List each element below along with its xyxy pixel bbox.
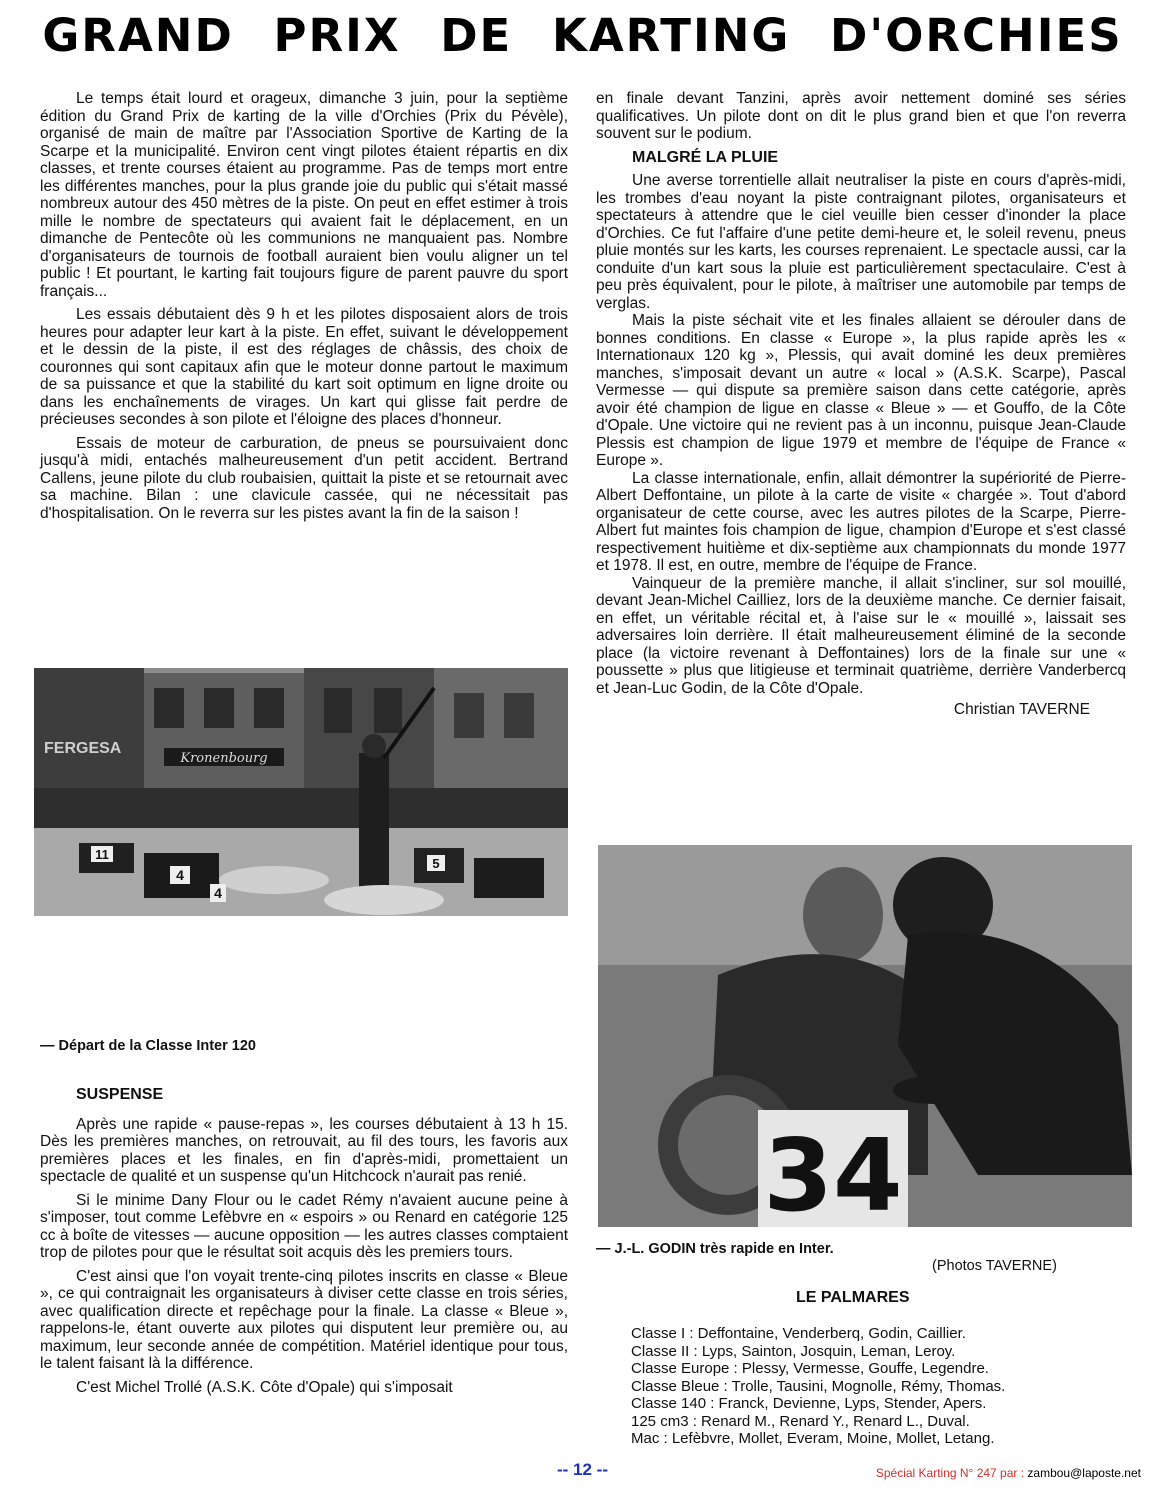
paragraph: C'est ainsi que l'on voyait trente-cinq pilotes inscrits en classe « Bleue », ce qui contraignait les organisateurs à diviser cette classe en trois séries, avec qualification directe et repêchage pour la finale. La classe « Bleue », rappelons-le, étant ouverte aux pilotes qui disputent leur première ou, au maximum, leur seconde année de compétition. Matériel identique pour tous, le talent faisant là la différence. <box>40 1267 568 1372</box>
section-heading: SUSPENSE <box>76 1086 164 1103</box>
godin-photo-image <box>598 845 1132 1227</box>
paragraph: Après une rapide « pause-repas », les courses débutaient à 13 h 15. Dès les premières manches, on retrouvait, au fil des tours, les favoris aux premières places et les finales, en fin d'après-midi, promettaient un spectacle de qualité et un suspense qu'un Hitchcock n'aurait pas renié. <box>40 1115 568 1185</box>
palmares-line: Classe Bleue : Trolle, Tausini, Mognolle, Rémy, Thomas. <box>631 1377 1006 1395</box>
godin-photo <box>598 845 1132 1227</box>
kart-number: 4 <box>214 885 222 901</box>
footer-email[interactable]: zambou@laposte.net <box>1027 1466 1141 1480</box>
kart-number: 5 <box>432 856 440 871</box>
footer-credit <box>876 1466 1141 1480</box>
suspense-section <box>40 1086 568 1396</box>
paragraph: La classe internationale, enfin, allait démontrer la supériorité de Pierre-Albert Deffontaine, un pilote à la carte de visite « chargée ». Tout d'abord organisateur de cette course, avec les autres pilotes de la Scarpe, Pierre-Albert fut maintes fois champion de ligue, champion d'Europe et s'est classé respectivement huitième et dix-septième aux championnats du monde 1977 et 1978. Il est, en outre, membre de l'équipe de France. <box>596 469 1126 574</box>
palmares-line: Classe 140 : Franck, Devienne, Lyps, Stender, Apers. <box>631 1395 987 1412</box>
right-column <box>596 90 1126 719</box>
paragraph: Une averse torrentielle allait neutraliser la piste en cours d'après-midi, les trombes d'eau noyant la piste contraignant pilotes, organisateurs et spectateurs à attendre que le ciel veuille bien cesser d'inonder la place d'Orchies. Ce fut l'affaire d'une petite demi-heure et, le soleil revenu, pneus pluie montés sur les karts, les courses reprenaient. Le spectacle aussi, car la conduite d'un kart sous la pluie est particulièrement spectaculaire. C'est à peu près équivalent, pour le pilote, à maîtriser une automobile par temps de verglas. <box>596 172 1126 312</box>
page-title: GRAND PRIX DE KARTING D'ORCHIES <box>42 9 1123 62</box>
photo-caption: — J.-L. GODIN très rapide en Inter. <box>596 1241 834 1257</box>
author-signature: Christian TAVERNE <box>953 701 1090 718</box>
footer-label: Spécial Karting N° 247 par : <box>875 1466 1025 1480</box>
kart-number-34: 34 <box>763 1117 903 1227</box>
paragraph: C'est Michel Trollé (A.S.K. Côte d'Opale) qui s'imposait <box>76 1378 453 1396</box>
page-number: -- 12 -- <box>557 1460 608 1479</box>
palmares-line: Mac : Lefèbvre, Mollet, Everam, Moine, Mollet, Letang. <box>631 1430 995 1447</box>
paragraph: Si le minime Dany Flour ou le cadet Rémy n'avaient aucune peine à s'imposer, tout comme Lefèbvre en « espoirs » ou Renard en catégorie 125 cc à boîte de vitesses — aucune opposition — les autres classes comptaient trop de pilotes pour que le résultat soit acquis dès les premiers tours. <box>40 1191 568 1261</box>
paragraph: Essais de moteur de carburation, de pneus se poursuivaient donc jusqu'à midi, entachés malheureusement d'un petit accident. Bertrand Callens, jeune pilote du club roubaisien, quittait la piste et se retournait avec sa machine. Bilan : une clavicule cassée, qui ne nécessitait pas d'hospitalisation. On le reverra sur les pistes avant la fin de la saison ! <box>40 434 568 522</box>
race-start-photo <box>34 668 568 916</box>
section-heading: MALGRÉ LA PLUIE <box>632 148 779 166</box>
paragraph: Le temps était lourd et orageux, dimanche 3 juin, pour la septième édition du Grand Prix de karting de la ville d'Orchies (Prix du Pévèle), organisé de main de maître par l'Association Sportive de Karting de la Scarpe et la municipalité. Environ cent vingt pilotes étaient répartis en dix classes, et trente courses étaient au programme. Pas de temps mort entre les différentes manches, pour la plus grande joie du public qui s'était massé nombreux autour des 450 mètres de la piste. On peut en effet estimer à trois mille le nombre de spectateurs qui avaient fait le déplacement, en un dimanche de Pentecôte où les communions ne manquaient pas. Nombre d'organisateurs de tournois de football auraient bien voulu aligner un tel public ! Et pourtant, le karting fait toujours figure de parent pauvre du sport français... <box>40 90 568 300</box>
intro-column <box>40 90 568 528</box>
paragraph: Les essais débutaient dès 9 h et les pilotes disposaient alors de trois heures pour adapter leur kart à la piste. En effet, suivant le développement et le dessin de la piste, il est des réglages de châssis, des choix de couronnes qui sont capitaux afin que le moteur donne partout le maximum de sa puissance et que la stabilité du kart soit optimum en ligne droite ou dans les enchaînements de virages. Un kart qui glisse fait perdre de précieuses secondes à son pilote et l'éloigne des places d'honneur. <box>40 306 568 428</box>
palmares-heading: LE PALMARES <box>796 1289 910 1306</box>
palmares-line: Classe Europe : Plessy, Vermesse, Gouffe, Legendre. <box>631 1360 989 1377</box>
paragraph: en finale devant Tanzini, après avoir nettement dominé ses séries qualificatives. Un pilote dont on dit le plus grand bien et que l'on reverra souvent sur le podium. <box>596 90 1126 142</box>
paragraph: Vainqueur de la première manche, il allait s'incliner, sur sol mouillé, devant Jean-Michel Cailliez, lors de la deuxième manche. Ce dernier faisait, en effet, un véritable récital et, à l'aise sur le « mouillé », laissait ses adversaires loin derrière. Il était malheureusement éliminé de la seconde place (la victoire revenant à Deffontaines) lors de la finale sur une « poussette » plus que litigieuse et terminait quatrième, derrière Vanderbercq et Jean-Luc Godin, de la Côte d'Opale. <box>596 574 1126 697</box>
kart-number: 11 <box>95 847 109 862</box>
palmares-line: Classe I : Deffontaine, Venderberq, Godin, Caillier. <box>631 1325 966 1342</box>
kart-number: 4 <box>176 867 184 883</box>
palmares-line: Classe II : Lyps, Sainton, Josquin, Leman, Leroy. <box>631 1342 956 1360</box>
kronenbourg-sign: Kronenbourg <box>180 751 268 766</box>
palmares-line: 125 cm3 : Renard M., Renard Y., Renard L., Duval. <box>631 1412 970 1430</box>
paragraph: Mais la piste séchait vite et les finales allaient se dérouler dans de bonnes conditions. En classe « Europe », la plus rapide après les « Internationaux 120 kg », Plessis, qui avait dominé les deux premières manches, s'imposait devant un autre « local » (A.S.K. Scarpe), Pascal Vermesse — qui dispute sa première saison dans cette catégorie, après avoir été champion de ligue en classe « Bleue » — et Gouffo, de la Côte d'Opale. Une victoire qui ne revient pas à un inconnu, puisque Jean-Claude Plessis est champion de ligue 1979 et membre de l'équipe de France « Europe ». <box>596 312 1126 469</box>
photo-credit: (Photos TAVERNE) <box>932 1258 1057 1274</box>
palmares-list <box>631 1325 1131 1448</box>
photo-caption: — Départ de la Classe Inter 120 <box>40 1038 256 1054</box>
storefront-sign: FERGESA <box>44 740 122 757</box>
race-start-photo-image <box>34 668 568 916</box>
